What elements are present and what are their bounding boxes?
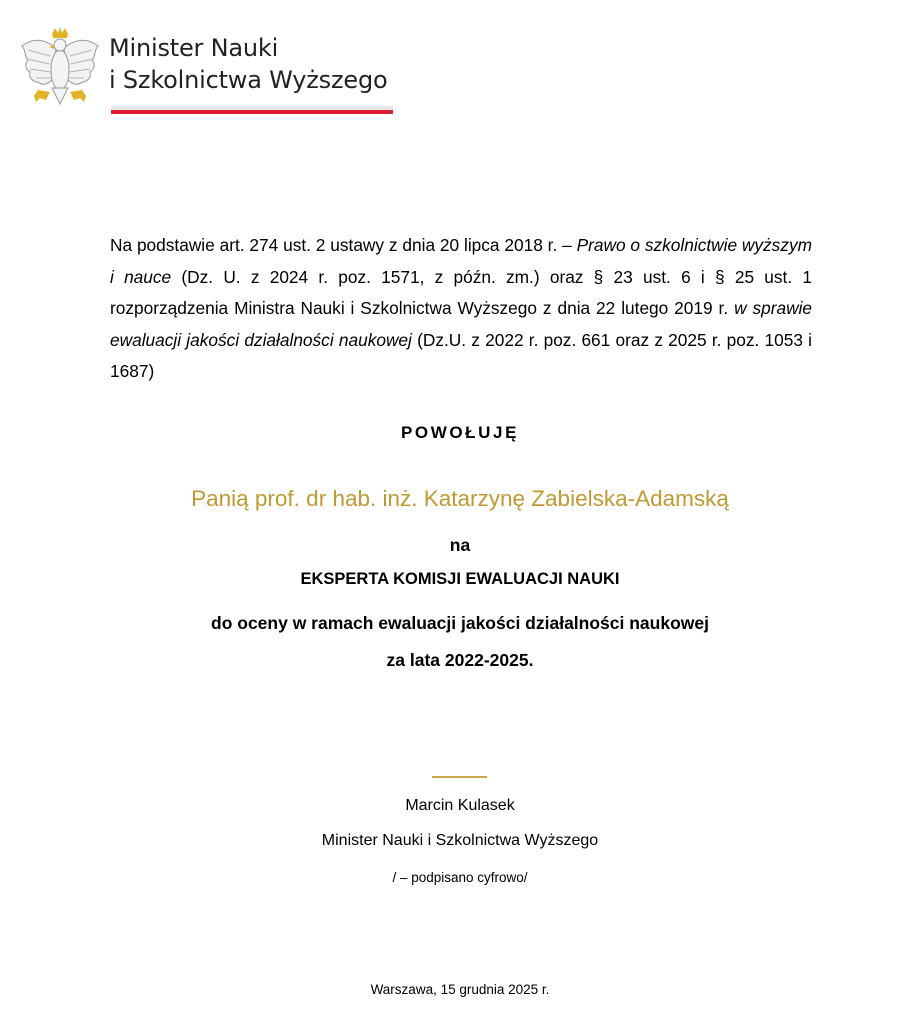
polish-eagle-emblem-icon (18, 26, 102, 118)
appointment-heading: POWOŁUJĘ (400, 423, 520, 442)
appointment-na: na (449, 535, 471, 555)
place-and-date: Warszawa, 15 grudnia 2025 r. (370, 982, 550, 997)
legal-basis-text-3: (Dz.U. z 2022 r. poz. 661 oraz z 2025 r. poz. 1053 i 1687) (110, 329, 812, 381)
letterhead (18, 22, 398, 122)
flag-stripe-red (111, 110, 393, 114)
signatory-title: Minister Nauki i Szkolnictwa Wyższego (321, 832, 599, 849)
regulation-title: w sprawie ewaluacji jakości działalności naukowej (110, 298, 812, 350)
appointment-scope: do oceny w ramach ewaluacji jakości działalności naukowej (211, 613, 709, 633)
legal-basis-paragraph (110, 230, 812, 388)
act-title: Prawo o szkolnictwie wyższym i nauce (110, 235, 812, 287)
org-name-line1: Minister Nauki (109, 34, 279, 62)
legal-basis-text-2: (Dz. U. z 2024 r. poz. 1571, z późn. zm.) oraz § 23 ust. 6 i § 25 ust. 1 rozporządzenia Ministra Nauki i Szkolnictwa Wyższego z dnia 22 lutego 2019 r. (110, 266, 813, 318)
signature-divider (432, 776, 487, 778)
digital-signature-note: / – podpisano cyfrowo/ (392, 870, 528, 885)
legal-basis-text-1: Na podstawie art. 274 ust. 2 ustawy z dnia 20 lipca 2018 r. – (110, 235, 577, 255)
org-name-line2: i Szkolnictwa Wyższego (109, 66, 388, 94)
appointment-role: EKSPERTA KOMISJI EWALUACJI NAUKI (300, 570, 620, 588)
appointment-years: za lata 2022-2025. (386, 650, 534, 670)
signatory-name: Marcin Kulasek (405, 797, 515, 814)
appointee-name: Panią prof. dr hab. inż. Katarzynę Zabielska-Adamską (191, 486, 729, 511)
